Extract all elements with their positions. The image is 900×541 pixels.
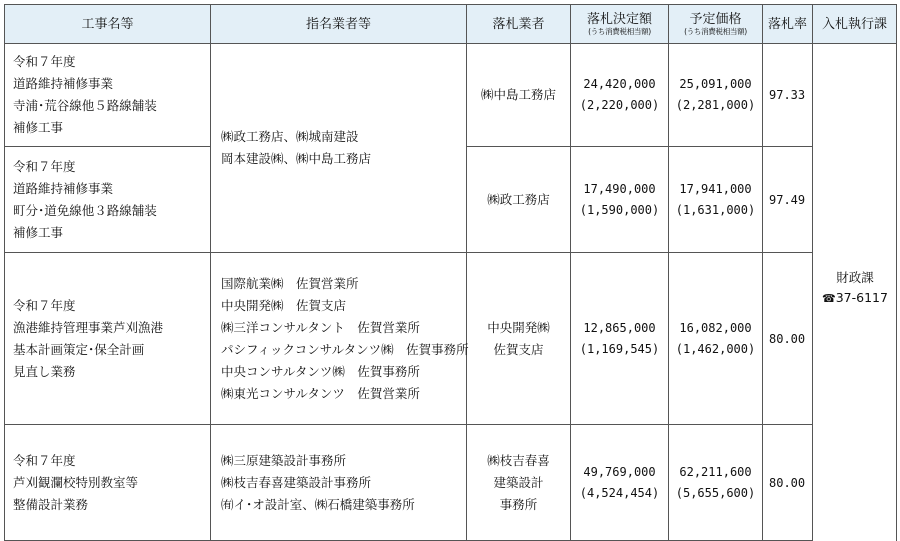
winning-bidder: ㈱政工務店 <box>467 147 571 253</box>
header-winner: 落札業者 <box>467 5 571 44</box>
table-row <box>5 44 897 147</box>
bid-rate: 97.49 <box>763 147 813 253</box>
header-designated: 指名業者等 <box>211 5 467 44</box>
project-name: 令和７年度 漁港維持管理事業芦刈漁港 基本計画策定･保全計画 見直し業務 <box>5 253 211 425</box>
project-name: 令和７年度 道路維持補修事業 町分･道免線他３路線舗装 補修工事 <box>5 147 211 253</box>
estimated-price: 17,941,000 (1,631,000) <box>669 147 763 253</box>
department-phone: ☎37-6117 <box>822 290 888 305</box>
designated-companies: ㈱政工務店、㈱城南建設 岡本建設㈱、㈱中島工務店 <box>211 44 467 253</box>
decided-price: 17,490,000 (1,590,000) <box>571 147 669 253</box>
bid-rate: 80.00 <box>763 425 813 541</box>
bid-results-table <box>4 4 897 541</box>
bid-rate: 80.00 <box>763 253 813 425</box>
winning-bidder: ㈱枝吉春喜 建築設計 事務所 <box>467 425 571 541</box>
header-dept: 入札執行課 <box>813 5 897 44</box>
header-estimated-price: 予定価格 (うち消費税相当額) <box>669 5 763 44</box>
bid-rate: 97.33 <box>763 44 813 147</box>
decided-price: 49,769,000 (4,524,454) <box>571 425 669 541</box>
table-row <box>5 425 897 541</box>
header-row <box>5 5 897 44</box>
estimated-price: 25,091,000 (2,281,000) <box>669 44 763 147</box>
estimated-price: 62,211,600 (5,655,600) <box>669 425 763 541</box>
phone-icon: ☎ <box>822 292 836 305</box>
department-name: 財政課 <box>836 270 874 285</box>
project-name: 令和７年度 道路維持補修事業 寺浦･荒谷線他５路線舗装 補修工事 <box>5 44 211 147</box>
header-decided-price: 落札決定額 (うち消費税相当額) <box>571 5 669 44</box>
table-row <box>5 253 897 425</box>
department-contact <box>818 268 892 309</box>
project-name: 令和７年度 芦刈観瀾校特別教室等 整備設計業務 <box>5 425 211 541</box>
estimated-price: 16,082,000 (1,462,000) <box>669 253 763 425</box>
designated-companies: 国際航業㈱ 佐賀営業所 中央開発㈱ 佐賀支店 ㈱三洋コンサルタント 佐賀営業所 パシフィックコンサルタンツ㈱ 佐賀事務所 中央コンサルタンツ㈱ 佐賀事務所 ㈱東光コンサルタンツ 佐賀営業所 <box>211 253 467 425</box>
winning-bidder: ㈱中島工務店 <box>467 44 571 147</box>
header-project: 工事名等 <box>5 5 211 44</box>
header-rate: 落札率 <box>763 5 813 44</box>
designated-companies: ㈱三原建築設計事務所 ㈱枝吉春喜建築設計事務所 ㈲イ･オ設計室、㈱石橋建築事務所 <box>211 425 467 541</box>
decided-price: 12,865,000 (1,169,545) <box>571 253 669 425</box>
winning-bidder: 中央開発㈱ 佐賀支店 <box>467 253 571 425</box>
decided-price: 24,420,000 (2,220,000) <box>571 44 669 147</box>
